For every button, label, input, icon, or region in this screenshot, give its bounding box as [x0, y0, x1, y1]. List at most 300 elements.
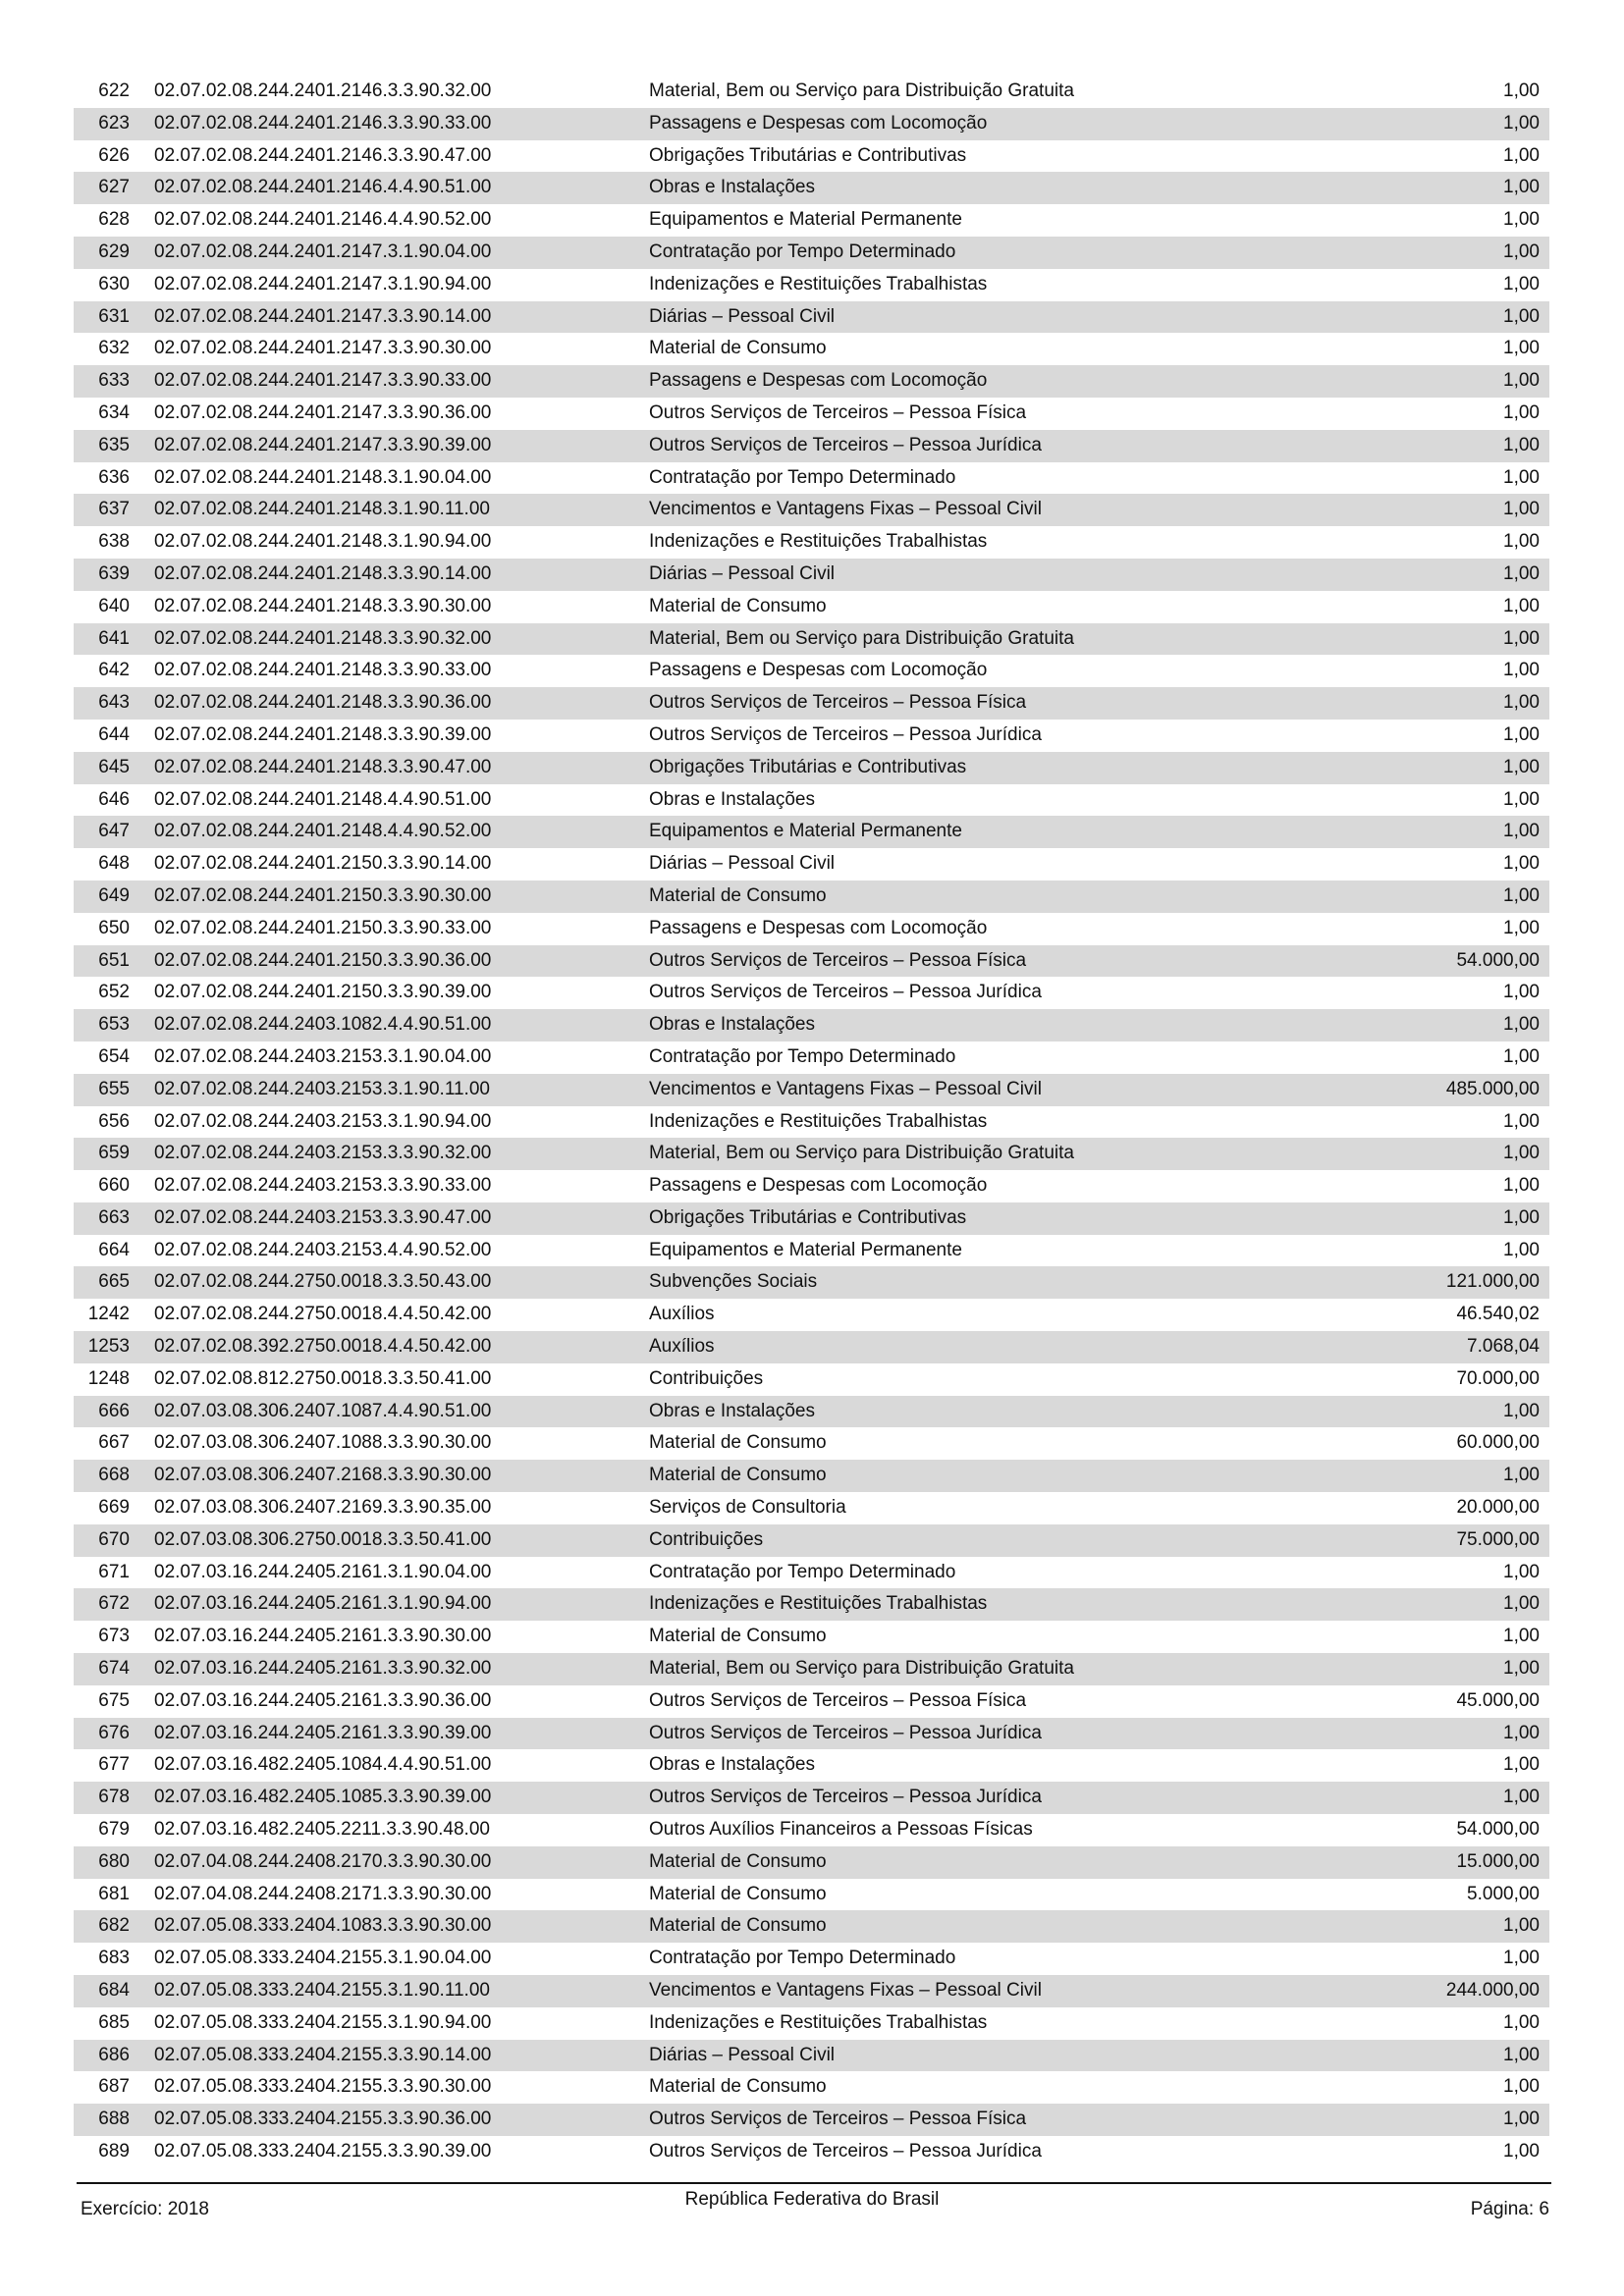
row-number: 651: [98, 949, 130, 971]
table-row: [74, 881, 1549, 913]
budget-code: 02.07.02.08.244.2401.2148.3.3.90.47.00: [154, 756, 492, 777]
table-row: [74, 1814, 1549, 1846]
budget-code: 02.07.05.08.333.2404.2155.3.1.90.04.00: [154, 1948, 492, 1969]
table-row: [74, 1235, 1549, 1267]
table-row: [74, 1331, 1549, 1363]
budget-code: 02.07.02.08.244.2401.2150.3.3.90.39.00: [154, 982, 492, 1003]
amount: 121.000,00: [1445, 1271, 1540, 1293]
table-row: [74, 1041, 1549, 1074]
table-row: [74, 945, 1549, 978]
row-number: 628: [98, 209, 130, 231]
expense-description: Obrigações Tributárias e Contributivas: [649, 756, 967, 777]
amount: 1,00: [1503, 499, 1540, 520]
table-row: [74, 140, 1549, 173]
row-number: 623: [98, 112, 130, 133]
row-number: 642: [98, 660, 130, 681]
table-row: [74, 913, 1549, 945]
budget-code: 02.07.03.16.244.2405.2161.3.3.90.32.00: [154, 1658, 492, 1680]
row-number: 683: [98, 1948, 130, 1969]
budget-code: 02.07.02.08.244.2401.2147.3.1.90.04.00: [154, 240, 492, 262]
budget-code: 02.07.04.08.244.2408.2170.3.3.90.30.00: [154, 1850, 492, 1872]
amount: 1,00: [1503, 112, 1540, 133]
row-number: 639: [98, 562, 130, 584]
row-number: 671: [98, 1561, 130, 1582]
row-number: 643: [98, 692, 130, 714]
amount: 1,00: [1503, 1658, 1540, 1680]
table-row: [74, 752, 1549, 784]
row-number: 626: [98, 144, 130, 166]
amount: 1,00: [1503, 821, 1540, 842]
table-row: [74, 1492, 1549, 1524]
amount: 1,00: [1503, 177, 1540, 198]
expense-description: Equipamentos e Material Permanente: [649, 821, 962, 842]
expense-description: Contratação por Tempo Determinado: [649, 240, 956, 262]
expense-description: Vencimentos e Vantagens Fixas – Pessoal Civil: [649, 499, 1042, 520]
budget-code: 02.07.02.08.244.2401.2147.3.3.90.36.00: [154, 401, 492, 423]
expense-description: Indenizações e Restituições Trabalhistas: [649, 531, 988, 553]
budget-code: 02.07.02.08.244.2401.2148.3.3.90.36.00: [154, 692, 492, 714]
row-number: 686: [98, 2044, 130, 2065]
expense-description: Material, Bem ou Serviço para Distribuição Gratuita: [649, 1658, 1074, 1680]
row-number: 644: [98, 723, 130, 745]
amount: 1,00: [1503, 917, 1540, 938]
row-number: 634: [98, 401, 130, 423]
budget-code: 02.07.05.08.333.2404.2155.3.3.90.39.00: [154, 2141, 492, 2162]
budget-code: 02.07.02.08.244.2401.2148.3.1.90.04.00: [154, 466, 492, 488]
amount: 1,00: [1503, 1915, 1540, 1937]
amount: 1,00: [1503, 1143, 1540, 1164]
expense-description: Passagens e Despesas com Locomoção: [649, 112, 988, 133]
budget-code: 02.07.03.08.306.2407.1087.4.4.90.51.00: [154, 1400, 492, 1421]
amount: 54.000,00: [1456, 1819, 1540, 1841]
amount: 1,00: [1503, 1239, 1540, 1260]
footer-fiscal-year: Exercício: 2018: [81, 2199, 209, 2219]
row-number: 631: [98, 305, 130, 327]
amount: 1,00: [1503, 2109, 1540, 2130]
expense-description: Material de Consumo: [649, 2076, 827, 2098]
budget-code: 02.07.03.16.244.2405.2161.3.3.90.30.00: [154, 1626, 492, 1647]
footer-divider: [77, 2182, 1551, 2184]
row-number: 674: [98, 1658, 130, 1680]
table-row: [74, 1749, 1549, 1782]
row-number: 1248: [87, 1367, 130, 1389]
row-number: 635: [98, 434, 130, 455]
amount: 1,00: [1503, 1626, 1540, 1647]
budget-code: 02.07.02.08.244.2401.2148.3.3.90.33.00: [154, 660, 492, 681]
budget-code: 02.07.03.16.244.2405.2161.3.1.90.04.00: [154, 1561, 492, 1582]
amount: 1,00: [1503, 401, 1540, 423]
expense-description: Auxílios: [649, 1304, 715, 1325]
row-number: 677: [98, 1754, 130, 1776]
table-row: [74, 1943, 1549, 1975]
row-number: 646: [98, 788, 130, 810]
budget-code: 02.07.02.08.244.2750.0018.4.4.50.42.00: [154, 1304, 492, 1325]
amount: 7.068,04: [1467, 1336, 1540, 1358]
amount: 1,00: [1503, 595, 1540, 616]
amount: 1,00: [1503, 1593, 1540, 1615]
row-number: 668: [98, 1465, 130, 1486]
row-number: 663: [98, 1206, 130, 1228]
budget-code: 02.07.05.08.333.2404.2155.3.1.90.94.00: [154, 2011, 492, 2033]
expense-description: Passagens e Despesas com Locomoção: [649, 370, 988, 392]
expense-description: Diárias – Pessoal Civil: [649, 853, 836, 875]
expense-description: Obras e Instalações: [649, 1400, 815, 1421]
budget-code: 02.07.02.08.244.2401.2148.3.3.90.32.00: [154, 627, 492, 649]
table-row: [74, 1266, 1549, 1299]
amount: 1,00: [1503, 80, 1540, 101]
expense-description: Outros Serviços de Terceiros – Pessoa Jurídica: [649, 434, 1042, 455]
table-row: [74, 2040, 1549, 2072]
amount: 1,00: [1503, 982, 1540, 1003]
amount: 1,00: [1503, 1722, 1540, 1743]
budget-code: 02.07.02.08.244.2401.2147.3.3.90.39.00: [154, 434, 492, 455]
amount: 1,00: [1503, 853, 1540, 875]
budget-code: 02.07.02.08.244.2401.2148.3.3.90.14.00: [154, 562, 492, 584]
expense-description: Material de Consumo: [649, 884, 827, 906]
row-number: 629: [98, 240, 130, 262]
amount: 1,00: [1503, 2141, 1540, 2162]
row-number: 633: [98, 370, 130, 392]
expense-description: Contribuições: [649, 1367, 764, 1389]
amount: 1,00: [1503, 1787, 1540, 1808]
budget-code: 02.07.02.08.244.2403.2153.3.1.90.94.00: [154, 1110, 492, 1132]
table-row: [74, 1879, 1549, 1911]
row-number: 636: [98, 466, 130, 488]
row-number: 667: [98, 1432, 130, 1454]
footer-page-number: Página: 6: [1470, 2199, 1549, 2219]
table-row: [74, 1074, 1549, 1106]
amount: 1,00: [1503, 1465, 1540, 1486]
table-row: [74, 2136, 1549, 2168]
table-row: [74, 76, 1549, 108]
row-number: 673: [98, 1626, 130, 1647]
expense-description: Material de Consumo: [649, 1465, 827, 1486]
amount: 1,00: [1503, 240, 1540, 262]
expense-description: Obrigações Tributárias e Contributivas: [649, 1206, 967, 1228]
table-row: [74, 333, 1549, 365]
budget-code: 02.07.02.08.244.2403.2153.3.3.90.47.00: [154, 1206, 492, 1228]
row-number: 1253: [87, 1336, 130, 1358]
budget-code: 02.07.03.16.244.2405.2161.3.3.90.36.00: [154, 1689, 492, 1711]
row-number: 647: [98, 821, 130, 842]
amount: 485.000,00: [1445, 1078, 1540, 1099]
budget-code: 02.07.03.16.482.2405.1085.3.3.90.39.00: [154, 1787, 492, 1808]
row-number: 688: [98, 2109, 130, 2130]
table-row: [74, 204, 1549, 237]
row-number: 649: [98, 884, 130, 906]
budget-code: 02.07.02.08.244.2401.2147.3.3.90.30.00: [154, 338, 492, 359]
table-row: [74, 1685, 1549, 1718]
budget-code: 02.07.02.08.244.2403.2153.3.1.90.11.00: [154, 1078, 490, 1099]
row-number: 676: [98, 1722, 130, 1743]
row-number: 665: [98, 1271, 130, 1293]
budget-code: 02.07.03.16.482.2405.1084.4.4.90.51.00: [154, 1754, 492, 1776]
budget-code: 02.07.05.08.333.2404.2155.3.3.90.36.00: [154, 2109, 492, 2130]
expense-description: Diárias – Pessoal Civil: [649, 2044, 836, 2065]
expense-description: Obras e Instalações: [649, 1014, 815, 1036]
table-row: [74, 1138, 1549, 1170]
row-number: 660: [98, 1175, 130, 1197]
table-row: [74, 494, 1549, 526]
row-number: 637: [98, 499, 130, 520]
budget-code: 02.07.03.08.306.2407.2169.3.3.90.35.00: [154, 1497, 492, 1519]
budget-code: 02.07.03.16.244.2405.2161.3.3.90.39.00: [154, 1722, 492, 1743]
budget-code: 02.07.02.08.244.2403.2153.4.4.90.52.00: [154, 1239, 492, 1260]
amount: 1,00: [1503, 370, 1540, 392]
row-number: 627: [98, 177, 130, 198]
budget-code: 02.07.02.08.244.2401.2150.3.3.90.33.00: [154, 917, 492, 938]
expense-description: Contratação por Tempo Determinado: [649, 1045, 956, 1067]
table-row: [74, 1363, 1549, 1396]
row-number: 679: [98, 1819, 130, 1841]
amount: 1,00: [1503, 1754, 1540, 1776]
budget-code: 02.07.02.08.244.2401.2150.3.3.90.14.00: [154, 853, 492, 875]
expense-description: Outros Serviços de Terceiros – Pessoa Jurídica: [649, 1787, 1042, 1808]
amount: 70.000,00: [1456, 1367, 1540, 1389]
table-row: [74, 687, 1549, 720]
amount: 46.540,02: [1456, 1304, 1540, 1325]
expense-description: Outros Serviços de Terceiros – Pessoa Física: [649, 949, 1027, 971]
table-row: [74, 655, 1549, 687]
table-row: [74, 816, 1549, 848]
budget-code: 02.07.03.16.482.2405.2211.3.3.90.48.00: [154, 1819, 490, 1841]
amount: 1,00: [1503, 338, 1540, 359]
amount: 54.000,00: [1456, 949, 1540, 971]
amount: 1,00: [1503, 305, 1540, 327]
row-number: 670: [98, 1528, 130, 1550]
expense-description: Material de Consumo: [649, 595, 827, 616]
expense-description: Material de Consumo: [649, 338, 827, 359]
amount: 1,00: [1503, 209, 1540, 231]
expense-description: Contribuições: [649, 1528, 764, 1550]
budget-code: 02.07.02.08.244.2401.2147.3.3.90.14.00: [154, 305, 492, 327]
expense-description: Obras e Instalações: [649, 788, 815, 810]
table-row: [74, 1588, 1549, 1621]
expense-description: Vencimentos e Vantagens Fixas – Pessoal Civil: [649, 1980, 1042, 2002]
row-number: 655: [98, 1078, 130, 1099]
expense-description: Serviços de Consultoria: [649, 1497, 846, 1519]
budget-code: 02.07.02.08.244.2401.2146.4.4.90.52.00: [154, 209, 492, 231]
expense-description: Subvenções Sociais: [649, 1271, 818, 1293]
row-number: 640: [98, 595, 130, 616]
table-row: [74, 365, 1549, 398]
footer-title: República Federativa do Brasil: [684, 2189, 940, 2210]
expense-description: Material, Bem ou Serviço para Distribuição Gratuita: [649, 80, 1074, 101]
table-row: [74, 301, 1549, 334]
budget-code: 02.07.02.08.244.2401.2146.3.3.90.32.00: [154, 80, 492, 101]
budget-code: 02.07.03.08.306.2407.2168.3.3.90.30.00: [154, 1465, 492, 1486]
table-row: [74, 1910, 1549, 1943]
expense-description: Obrigações Tributárias e Contributivas: [649, 144, 967, 166]
amount: 1,00: [1503, 466, 1540, 488]
amount: 5.000,00: [1467, 1883, 1540, 1904]
table-row: [74, 623, 1549, 656]
row-number: 666: [98, 1400, 130, 1421]
row-number: 656: [98, 1110, 130, 1132]
table-row: [74, 462, 1549, 495]
expense-description: Equipamentos e Material Permanente: [649, 1239, 962, 1260]
amount: 1,00: [1503, 1206, 1540, 1228]
row-number: 653: [98, 1014, 130, 1036]
row-number: 675: [98, 1689, 130, 1711]
budget-code: 02.07.02.08.244.2401.2148.4.4.90.52.00: [154, 821, 492, 842]
amount: 1,00: [1503, 723, 1540, 745]
expense-description: Indenizações e Restituições Trabalhistas: [649, 273, 988, 294]
expense-description: Outros Serviços de Terceiros – Pessoa Física: [649, 692, 1027, 714]
expense-description: Material de Consumo: [649, 1883, 827, 1904]
table-row: [74, 269, 1549, 301]
budget-code: 02.07.02.08.244.2401.2147.3.3.90.33.00: [154, 370, 492, 392]
budget-code: 02.07.02.08.244.2401.2146.3.3.90.33.00: [154, 112, 492, 133]
table-row: [74, 1460, 1549, 1492]
amount: 60.000,00: [1456, 1432, 1540, 1454]
budget-code: 02.07.03.08.306.2407.1088.3.3.90.30.00: [154, 1432, 492, 1454]
row-number: 641: [98, 627, 130, 649]
table-row: [74, 1557, 1549, 1589]
expense-description: Outros Serviços de Terceiros – Pessoa Jurídica: [649, 1722, 1042, 1743]
row-number: 1242: [87, 1304, 130, 1325]
amount: 1,00: [1503, 2076, 1540, 2098]
budget-code: 02.07.02.08.244.2403.2153.3.1.90.04.00: [154, 1045, 492, 1067]
row-number: 681: [98, 1883, 130, 1904]
expense-description: Equipamentos e Material Permanente: [649, 209, 962, 231]
budget-code: 02.07.02.08.244.2401.2148.3.1.90.94.00: [154, 531, 492, 553]
amount: 1,00: [1503, 1014, 1540, 1036]
amount: 1,00: [1503, 1045, 1540, 1067]
table-row: [74, 2104, 1549, 2136]
expense-description: Material de Consumo: [649, 1626, 827, 1647]
row-number: 685: [98, 2011, 130, 2033]
amount: 1,00: [1503, 144, 1540, 166]
table-row: [74, 1106, 1549, 1139]
table-row: [74, 591, 1549, 623]
amount: 1,00: [1503, 1175, 1540, 1197]
expense-description: Contratação por Tempo Determinado: [649, 466, 956, 488]
row-number: 632: [98, 338, 130, 359]
budget-code: 02.07.05.08.333.2404.2155.3.3.90.14.00: [154, 2044, 492, 2065]
row-number: 664: [98, 1239, 130, 1260]
expense-description: Material de Consumo: [649, 1850, 827, 1872]
amount: 1,00: [1503, 531, 1540, 553]
budget-code: 02.07.02.08.244.2401.2148.4.4.90.51.00: [154, 788, 492, 810]
amount: 1,00: [1503, 2044, 1540, 2065]
expense-description: Outros Serviços de Terceiros – Pessoa Física: [649, 1689, 1027, 1711]
budget-code: 02.07.02.08.244.2401.2146.3.3.90.47.00: [154, 144, 492, 166]
row-number: 654: [98, 1045, 130, 1067]
table-row: [74, 1299, 1549, 1331]
budget-code: 02.07.02.08.244.2401.2148.3.3.90.30.00: [154, 595, 492, 616]
expense-description: Outros Serviços de Terceiros – Pessoa Física: [649, 401, 1027, 423]
amount: 20.000,00: [1456, 1497, 1540, 1519]
row-number: 659: [98, 1143, 130, 1164]
expense-description: Material de Consumo: [649, 1432, 827, 1454]
budget-code: 02.07.05.08.333.2404.1083.3.3.90.30.00: [154, 1915, 492, 1937]
row-number: 687: [98, 2076, 130, 2098]
expense-description: Diárias – Pessoal Civil: [649, 562, 836, 584]
amount: 1,00: [1503, 434, 1540, 455]
budget-code: 02.07.02.08.244.2403.2153.3.3.90.32.00: [154, 1143, 492, 1164]
row-number: 672: [98, 1593, 130, 1615]
expense-description: Auxílios: [649, 1336, 715, 1358]
row-number: 684: [98, 1980, 130, 2002]
row-number: 689: [98, 2141, 130, 2162]
table-row: [74, 2071, 1549, 2104]
table-row: [74, 1846, 1549, 1879]
row-number: 650: [98, 917, 130, 938]
amount: 1,00: [1503, 2011, 1540, 2033]
expense-description: Passagens e Despesas com Locomoção: [649, 917, 988, 938]
budget-code: 02.07.02.08.244.2401.2148.3.1.90.11.00: [154, 499, 490, 520]
table-row: [74, 1396, 1549, 1428]
table-row: [74, 1009, 1549, 1041]
amount: 244.000,00: [1445, 1980, 1540, 2002]
expense-description: Vencimentos e Vantagens Fixas – Pessoal Civil: [649, 1078, 1042, 1099]
table-row: [74, 172, 1549, 204]
budget-code: 02.07.03.16.244.2405.2161.3.1.90.94.00: [154, 1593, 492, 1615]
expense-description: Contratação por Tempo Determinado: [649, 1948, 956, 1969]
table-row: [74, 848, 1549, 881]
budget-code: 02.07.02.08.244.2401.2147.3.1.90.94.00: [154, 273, 492, 294]
row-number: 680: [98, 1850, 130, 1872]
row-number: 652: [98, 982, 130, 1003]
row-number: 645: [98, 756, 130, 777]
amount: 1,00: [1503, 562, 1540, 584]
amount: 1,00: [1503, 756, 1540, 777]
amount: 1,00: [1503, 884, 1540, 906]
budget-code: 02.07.02.08.244.2401.2148.3.3.90.39.00: [154, 723, 492, 745]
amount: 1,00: [1503, 1400, 1540, 1421]
row-number: 669: [98, 1497, 130, 1519]
table-row: [74, 430, 1549, 462]
expense-description: Passagens e Despesas com Locomoção: [649, 1175, 988, 1197]
table-row: [74, 977, 1549, 1009]
budget-code: 02.07.02.08.392.2750.0018.4.4.50.42.00: [154, 1336, 492, 1358]
expense-description: Diárias – Pessoal Civil: [649, 305, 836, 327]
table-row: [74, 108, 1549, 140]
expense-description: Outros Serviços de Terceiros – Pessoa Jurídica: [649, 982, 1042, 1003]
amount: 15.000,00: [1456, 1850, 1540, 1872]
table-row: [74, 526, 1549, 559]
table-row: [74, 784, 1549, 817]
row-number: 682: [98, 1915, 130, 1937]
expense-description: Contratação por Tempo Determinado: [649, 1561, 956, 1582]
budget-code: 02.07.03.08.306.2750.0018.3.3.50.41.00: [154, 1528, 492, 1550]
table-row: [74, 1202, 1549, 1235]
table-row: [74, 1782, 1549, 1814]
expense-description: Indenizações e Restituições Trabalhistas: [649, 1110, 988, 1132]
expense-description: Indenizações e Restituições Trabalhistas: [649, 1593, 988, 1615]
expense-description: Outros Serviços de Terceiros – Pessoa Física: [649, 2109, 1027, 2130]
table-row: [74, 1524, 1549, 1557]
budget-code: 02.07.02.08.244.2403.2153.3.3.90.33.00: [154, 1175, 492, 1197]
amount: 75.000,00: [1456, 1528, 1540, 1550]
amount: 1,00: [1503, 1948, 1540, 1969]
table-row: [74, 398, 1549, 430]
table-row: [74, 559, 1549, 591]
expense-description: Obras e Instalações: [649, 177, 815, 198]
budget-code: 02.07.02.08.244.2403.1082.4.4.90.51.00: [154, 1014, 492, 1036]
budget-code: 02.07.02.08.244.2401.2146.4.4.90.51.00: [154, 177, 492, 198]
table-row: [74, 1170, 1549, 1202]
amount: 1,00: [1503, 1110, 1540, 1132]
row-number: 638: [98, 531, 130, 553]
expense-description: Outros Serviços de Terceiros – Pessoa Jurídica: [649, 2141, 1042, 2162]
expense-description: Material de Consumo: [649, 1915, 827, 1937]
amount: 1,00: [1503, 273, 1540, 294]
table-row: [74, 720, 1549, 752]
table-row: [74, 1621, 1549, 1653]
row-number: 678: [98, 1787, 130, 1808]
